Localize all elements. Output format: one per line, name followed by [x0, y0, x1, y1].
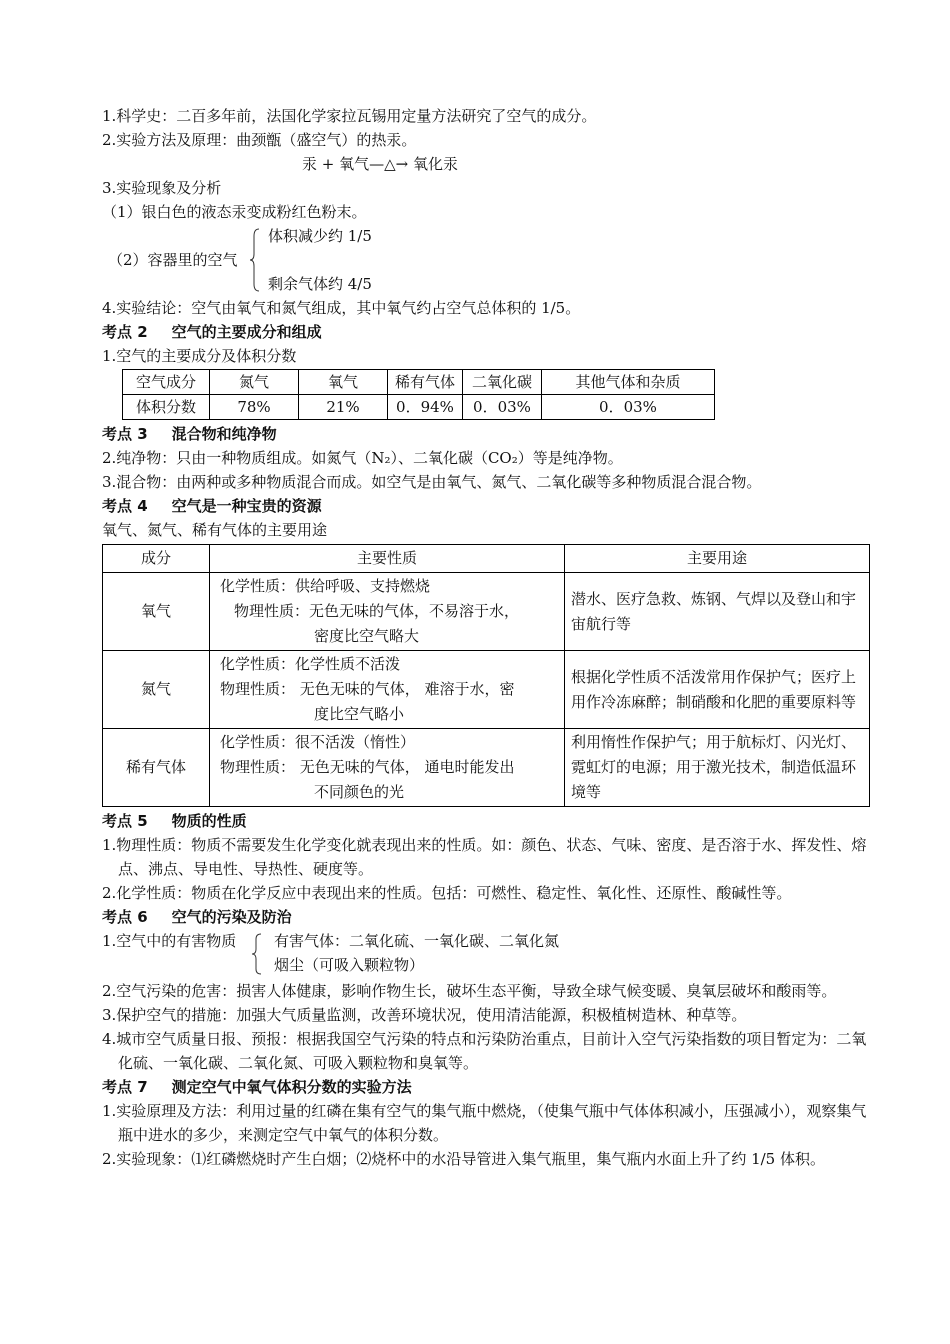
air-composition-table — [122, 369, 715, 420]
physical-property-definition: 1.物理性质：物质不需要发生化学变化就表现出来的性质。如：颜色、状态、气味、密度、是否溶于水、挥发性、熔点、沸点、导电性、导热性、硬度等。 — [102, 836, 867, 878]
air-in-container-brace — [102, 224, 872, 296]
section-tag: 考点 2 — [102, 323, 148, 341]
table-cell: 其他气体和杂质 — [542, 370, 715, 395]
brace-bottom-text: 烟尘（可吸入颗粒物） — [274, 956, 425, 974]
physical-property-cont: 密度比空气略大 — [314, 627, 420, 645]
table-header-cell: 主要性质 — [210, 545, 565, 573]
section-heading-5 — [102, 809, 872, 833]
brace-bottom-text: 剩余气体约 4/5 — [268, 275, 372, 293]
physical-property-cont: 度比空气略小 — [314, 705, 405, 723]
chemical-property-definition: 2.化学性质：物质在化学反应中表现出来的性质。包括：可燃性、稳定性、氧化性、还原性、酸碱性等。 — [102, 884, 792, 902]
pollution-harm-line: 2.空气污染的危害：损害人体健康，影响作物生长，破坏生态平衡，导致全球气候变暖、臭氧层破坏和酸雨等。 — [102, 982, 837, 1000]
chemical-property: 化学性质：供给呼吸、支持燃烧 — [220, 577, 431, 595]
table-row — [123, 395, 715, 420]
brace-left-label: 1.空气中的有害物质 — [102, 932, 237, 950]
physical-property: 物理性质：无色无味的气体，不易溶于水， — [234, 602, 520, 620]
uses-cell: 潜水、医疗急救、炼钢、气焊以及登山和宇宙航行等 — [565, 573, 870, 651]
table-cell: 氧气 — [299, 370, 388, 395]
gas-name-cell: 氧气 — [103, 573, 210, 651]
document-page — [102, 104, 872, 1171]
left-brace-icon — [252, 933, 262, 975]
uses-cell: 根据化学性质不活泼常用作保护气；医疗上用作冷冻麻醉；制硝酸和化肥的重要原料等 — [565, 651, 870, 729]
left-brace-icon — [250, 228, 260, 292]
air-quality-report-line: 4.城市空气质量日报、预报：根据我国空气污染的特点和污染防治重点，目前计入空气污染指数的项目暂定为：二氧化硫、一氧化碳、二氧化氮、可吸入颗粒物和臭氧等。 — [102, 1030, 867, 1072]
phenomena-item-1: （1）银白色的液态汞变成粉红色粉末。 — [102, 203, 367, 221]
uses-cell: 利用惰性作保护气；用于航标灯、闪光灯、霓虹灯的电源；用于激光技术，制造低温环境等 — [565, 729, 870, 807]
section-tag: 考点 6 — [102, 908, 148, 926]
conclusion-line: 4.实验结论：空气由氧气和氮气组成，其中氧气约占空气总体积的 1/5。 — [102, 299, 581, 317]
table-cell: 21% — [299, 395, 388, 420]
uses-intro: 氧气、氮气、稀有气体的主要用途 — [102, 521, 328, 539]
section-tag: 考点 7 — [102, 1078, 148, 1096]
section-title: 物质的性质 — [171, 812, 247, 830]
reaction-equation: 汞 + 氧气—△→ 氧化汞 — [302, 155, 458, 173]
properties-cell — [210, 651, 565, 729]
properties-cell — [210, 573, 565, 651]
properties-cell — [210, 729, 565, 807]
section-heading-6 — [102, 905, 872, 929]
section-heading-2 — [102, 320, 872, 344]
table-cell: 78% — [210, 395, 299, 420]
experiment-phenomena-line: 2.实验现象：⑴红磷燃烧时产生白烟；⑵烧杯中的水沿导管进入集气瓶里，集气瓶内水面上升了约 1/5 体积。 — [102, 1150, 825, 1168]
section-tag: 考点 4 — [102, 497, 148, 515]
section-title: 测定空气中氧气体积分数的实验方法 — [171, 1078, 412, 1096]
table-header-cell: 成分 — [103, 545, 210, 573]
table-cell: 氮气 — [210, 370, 299, 395]
table-header-cell: 主要用途 — [565, 545, 870, 573]
physical-property-cont: 不同颜色的光 — [314, 783, 405, 801]
table-cell: 0．03% — [463, 395, 542, 420]
section-tag: 考点 3 — [102, 425, 148, 443]
section-title: 空气的污染及防治 — [171, 908, 292, 926]
physical-property: 物理性质： 无色无味的气体， 通电时能发出 — [220, 758, 515, 776]
method-line: 2.实验方法及原理：曲颈甑（盛空气）的热汞。 — [102, 131, 417, 149]
section-heading-4 — [102, 494, 872, 518]
table-cell: 空气成分 — [123, 370, 210, 395]
chemical-property: 化学性质：化学性质不活泼 — [220, 655, 401, 673]
table-cell: 0．94% — [388, 395, 463, 420]
brace-top-text: 有害气体：二氧化硫、一氧化碳、二氧化氮 — [274, 932, 560, 950]
physical-property: 物理性质： 无色无味的气体， 难溶于水，密 — [220, 680, 515, 698]
chemical-property: 化学性质：很不活泼（惰性） — [220, 733, 416, 751]
harmful-substances-brace — [102, 929, 872, 979]
table-cell: 0．03% — [542, 395, 715, 420]
gas-uses-table — [102, 544, 870, 807]
section-title: 混合物和纯净物 — [171, 425, 277, 443]
gas-name-cell: 氮气 — [103, 651, 210, 729]
table-row — [103, 573, 870, 651]
protection-measures-line: 3.保护空气的措施：加强大气质量监测，改善环境状况，使用清洁能源，积极植树造林、种草等。 — [102, 1006, 747, 1024]
table-cell: 稀有气体 — [388, 370, 463, 395]
section-tag: 考点 5 — [102, 812, 148, 830]
composition-intro: 1.空气的主要成分及体积分数 — [102, 347, 297, 365]
section-title: 空气是一种宝贵的资源 — [171, 497, 322, 515]
table-row — [103, 651, 870, 729]
phenomena-heading: 3.实验现象及分析 — [102, 179, 222, 197]
section-heading-7 — [102, 1075, 872, 1099]
table-header-row — [103, 545, 870, 573]
table-header-row — [123, 370, 715, 395]
pure-substance-line: 2.纯净物：只由一种物质组成。如氮气（N₂）、二氧化碳（CO₂）等是纯净物。 — [102, 449, 623, 467]
table-row — [103, 729, 870, 807]
section-heading-3 — [102, 422, 872, 446]
experiment-principle-line: 1.实验原理及方法：利用过量的红磷在集有空气的集气瓶中燃烧，（使集气瓶中气体体积减小，压强减小），观察集气瓶中进水的多少，来测定空气中氧气的体积分数。 — [102, 1102, 867, 1144]
brace-top-text: 体积减少约 1/5 — [268, 227, 372, 245]
section-title: 空气的主要成分和组成 — [171, 323, 322, 341]
mixture-line: 3.混合物：由两种或多种物质混合而成。如空气是由氧气、氮气、二氧化碳等多种物质混合混合物。 — [102, 473, 762, 491]
history-line: 1.科学史：二百多年前，法国化学家拉瓦锡用定量方法研究了空气的成分。 — [102, 107, 597, 125]
gas-name-cell: 稀有气体 — [103, 729, 210, 807]
table-cell: 体积分数 — [123, 395, 210, 420]
brace-left-label: （2）容器里的空气 — [108, 251, 238, 269]
table-cell: 二氧化碳 — [463, 370, 542, 395]
